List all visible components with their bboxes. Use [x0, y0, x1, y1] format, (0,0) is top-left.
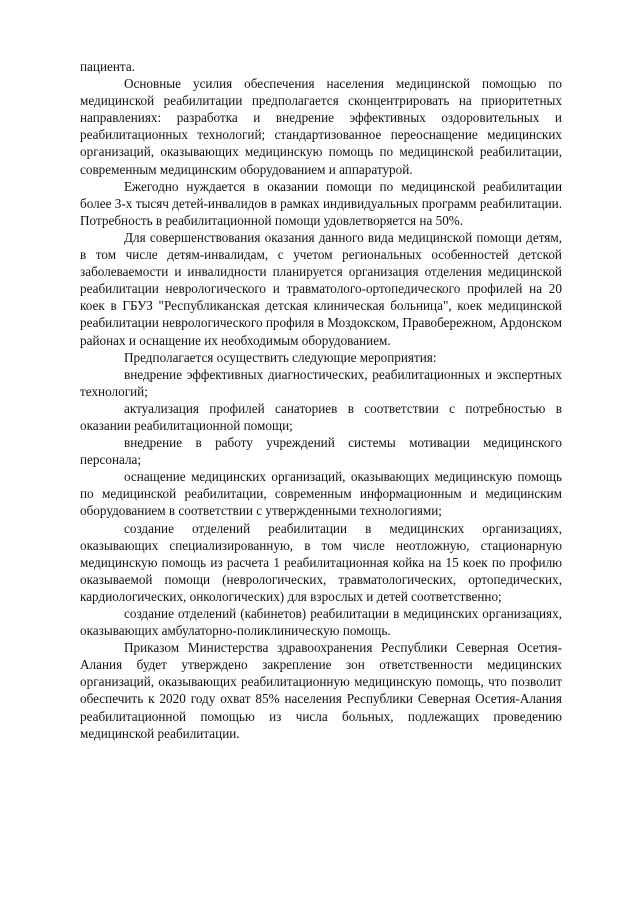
measure-item-equipment: оснащение медицинских организаций, оказывающих медицинскую помощь по медицинской реабилитации, современным информационным и медицинским оборудованием в соответствии с утвержденными технологиями;: [80, 469, 562, 519]
measure-item-technologies: внедрение эффективных диагностических, реабилитационных и экспертных технологий;: [80, 366, 562, 399]
measure-item-sanatoriums: актуализация профилей санаториев в соответствии с потребностью в оказании реабилитационной помощи;: [80, 400, 562, 433]
paragraph-continuation: пациента.: [80, 59, 136, 74]
paragraph-annual-need: Ежегодно нуждается в оказании помощи по медицинской реабилитации более 3-х тысяч детей-инвалидов в рамках индивидуальных программ реабилитации. Потребность в реабилитационной помощи удовлетворяется на 50%.: [80, 178, 562, 228]
paragraph-children-rehabilitation: Для совершенствования оказания данного вида медицинской помощи детям, в том числе детям-инвалидам, с учетом региональных особенностей детской заболеваемости и инвалидности планируется организация отделения медицинской реабилитации неврологического и травматолого-ортопедического профилей на 20 коек в ГБУЗ "Республиканская детская клиническая больница", коек медицинской реабилитации неврологического профиля в Моздокском, Правобережном, Ардонском районах и оснащение их необходимым оборудованием.: [80, 229, 562, 348]
paragraph-rehabilitation-priorities: Основные усилия обеспечения населения медицинской помощью по медицинской реабилитации предполагается сконцентрировать на приоритетных направлениях: разработка и внедрение эффективных оздоровительных и реабилитационных технологий; стандартизованное переоснащение медицинских организаций, оказывающих медицинскую помощь по медицинской реабилитации, современным медицинским оборудованием и аппаратурой.: [80, 76, 562, 177]
document-body: [80, 58, 562, 742]
measure-item-motivation: внедрение в работу учреждений системы мотивации медицинского персонала;: [80, 435, 562, 468]
paragraph-ministry-order: Приказом Министерства здравоохранения Республики Северная Осетия-Алания будет утверждено закрепление зон ответственности медицинских организаций, оказывающих реабилитационную медицинскую помощь, что позволит обеспечить к 2020 году охват 85% населения Республики Северная Осетия-Алания реабилитационной помощью из числа больных, подлежащих проведению медицинской реабилитации.: [80, 640, 562, 741]
measure-item-hospital-departments: создание отделений реабилитации в медицинских организациях, оказывающих специализированную, в том числе неотложную, стационарную медицинскую помощь из расчета 1 реабилитационная койка на 15 коек по профилю оказываемой помощи (неврологических, травматологических, ортопедических, кардиологических, онкологических) для взрослых и детей соответственно;: [80, 520, 562, 604]
measure-item-outpatient-departments: создание отделений (кабинетов) реабилитации в медицинских организациях, оказывающих амбулаторно-поликлиническую помощь.: [80, 606, 562, 639]
paragraph-planned-measures: Предполагается осуществить следующие мероприятия:: [124, 349, 437, 365]
